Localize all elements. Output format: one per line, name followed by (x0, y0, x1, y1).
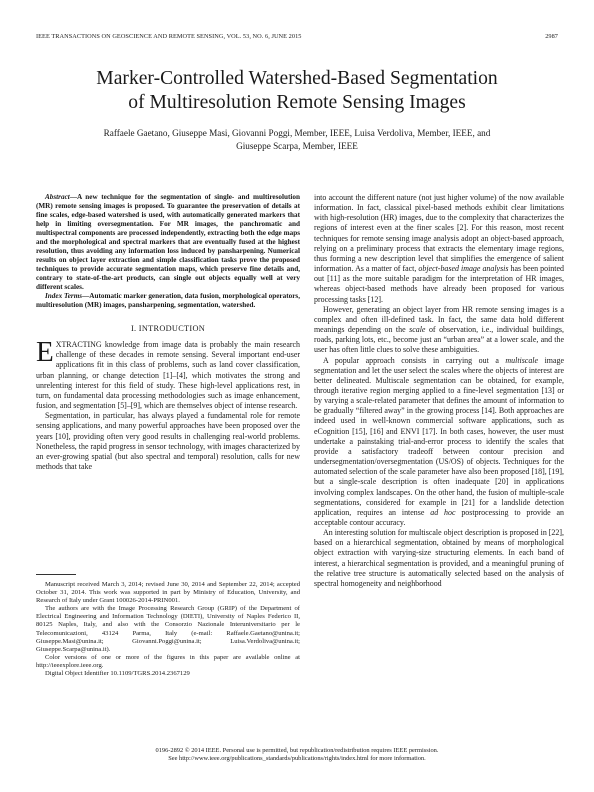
section-number: I. (130, 324, 137, 333)
section-heading-introduction (36, 324, 300, 334)
abstract (36, 193, 300, 292)
right-paragraph-3 (314, 356, 564, 529)
footnote-color: Color versions of one or more of the figures in this paper are available online at http://ieeexplore.ieee.org. (36, 653, 300, 669)
abstract-label: Abstract (45, 193, 70, 201)
copyright-notice (36, 747, 558, 764)
right-column (314, 193, 564, 589)
intro-paragraph-1-text: knowledge from image data is probably the main research challenge of these decades in remote sensing. Several important end-user applications fit in this class of problems, such as land cover classification, urban planning, or change detection [1]–[4], which motivates the strong and unrelenting interest for this field of study. These high-level applications rest, in turn, on fundamental data processing methodologies such as image enhancement, fusion, and segmentation [5]–[9], which are themselves object of intense research. (36, 340, 300, 411)
running-head (36, 33, 558, 43)
right-paragraph-2 (314, 305, 564, 356)
right-p3-italic-2: ad hoc (430, 507, 456, 517)
right-p2-part-a: However, generating an object layer from HR remote sensing images is a complex and often ill-defined task. In fact, the same data hold different meanings depending on the (314, 304, 564, 335)
intro-paragraph-1 (36, 336, 300, 411)
page-number: 2987 (545, 33, 558, 40)
authors-line-1: Raffaele Gaetano, Giuseppe Masi, Giovanni Poggi, Member, IEEE, Luisa Verdoliva, Member, IEEE, and (103, 128, 491, 138)
section-initial: I (138, 324, 142, 333)
right-p3-part-a: A popular approach consists in carrying out a (323, 355, 506, 365)
footnote-affiliation: The authors are with the Image Processing Research Group (GRIP) of the Department of Electrical Engineering and Information Technology (DIETI), University of Naples Federico II, 80125 Naples, Italy, and also with the Consorzio Nazionale Interuniversitario per le Telecomunicazioni, 43124 Parma, Italy (e-mail: Raffaele.Gaetano@unina.it; Giuseppe.Masi@unina.it; Giovanni.Poggi@unina.it; Luisa.Verdoliva@unina.it; Giuseppe.Scarpa@unina.it). (36, 605, 300, 653)
title-line-1: Marker-Controlled Watershed-Based Segmentation (96, 68, 498, 89)
title-line-2: of Multiresolution Remote Sensing Images (128, 92, 466, 113)
index-terms-label: Index Terms (45, 292, 83, 300)
right-p3-italic: multiscale (505, 355, 539, 365)
copyright-line-2: See http://www.ieee.org/publications_standards/publications/rights/index.html for more information. (168, 755, 426, 763)
index-terms-text: —Automatic marker generation, data fusion, morphological operators, multiresolution (MR) images, pansharpening, segmentation, watershed. (36, 292, 300, 309)
right-p1-italic: object-based image analysis (418, 264, 509, 274)
index-terms (36, 292, 300, 310)
footnote-doi: Digital Object Identifier 10.1109/TGRS.2014.2367129 (45, 670, 190, 678)
right-p2-italic: scale (409, 325, 426, 335)
right-p3-part-b: image segmentation and let the user select the scales where the objects of interest are better delineated. Multiscale segmentation can be obtained, for example, through iterative region merging applied to a fine-level segmentation [13] or by varying a scale-related parameter that defines the amount of information to be gradually “filtered away” in the growing process [14]. Both approaches are indeed used in well-known commercial software applications, such as eCognition [15], [16] and ENVI [17]. In both cases, however, the user must undertake a painstaking trial-and-error process to identify the scales that provide a satisfactory tradeoff between contour precision and undersegmentation/oversegmentation (US/OS) of objects. Techniques for the automated selection of the scale parameter have also been proposed [18], [19], but a single-scale description is often inadequate [20] in applications involving complex landscapes. On the other hand, the fusion of multiple-scale segmentations, considered for example in [21] for a landslide detection application, requires an intense (314, 355, 564, 517)
right-p2-part-b: of observation, i.e., individual buildings, roads, parking lots, etc., become just an “urban area” at a lower scale, and the user has often little clues to solve these ambiguities. (314, 325, 564, 355)
journal-header: IEEE TRANSACTIONS ON GEOSCIENCE AND REMOTE SENSING, VOL. 53, NO. 6, JUNE 2015 (36, 33, 302, 40)
copyright-line-1: 0196-2892 © 2014 IEEE. Personal use is permitted, but republication/redistribution requires IEEE permission. (155, 747, 439, 754)
right-p1-part-a: into account the different nature (not just higher volume) of the now available information. In fact, classical pixel-based methods exhibit clear limitations with high-resolution (HR) images, due to the complexity that characterizes the regions of interest even at the finer scales [2]. For this reason, most recent techniques for remote sensing image analysis adopt an object-based approach, relying on a preliminary process that extracts the elementary image regions, thus forming a new description level that simplifies the emergence of salient information. As a matter of fact, (314, 193, 564, 274)
right-paragraph-1 (314, 193, 564, 305)
intro-paragraph-2: Segmentation, in particular, has always played a fundamental role for remote sensing applications, and many powerful approaches have been proposed over the years [10], providing often very good results in challenging real-world problems. Nonetheless, the rapid progress in sensor technology, with images characterized by an ever-growing spatial (but also spectral and temporal) resolution, calls for new methods that take (36, 411, 300, 472)
footnote-manuscript: Manuscript received March 3, 2014; revised June 30, 2014 and September 22, 2014; accepted October 31, 2014. This work was supported in part by Ministry of Education, University, and Research of Italy under Grant 100026-2014-PRIN001. (36, 581, 300, 605)
drop-cap: E (36, 336, 54, 369)
left-column (36, 193, 300, 472)
paper-title (20, 67, 574, 115)
intro-first-word: XTRACTING (55, 340, 102, 350)
right-paragraph-4: An interesting solution for multiscale object description is proposed in [22], based on a hierarchical segmentation, obtained by means of morphological object extraction with varying-size structuring elements. In each band of interest, a hierarchical segmentation is provided, and a meaningful pruning of the relative tree structure is automatically selected based on the analysis of spectral homogeneity and neighborhood (314, 528, 564, 588)
right-p3-part-c: postprocessing to provide an acceptable contour accuracy. (314, 507, 564, 527)
footnote-rule (36, 574, 76, 575)
author-list (60, 127, 534, 152)
abstract-text: —A new technique for the segmentation of single- and multiresolution (MR) remote sensing images is proposed. To guarantee the preservation of details at fine scales, edge-based watershed is used, with automatically generated markers that help in limiting oversegmentation. For MR images, the panchromatic and multispectral components are processed independently, extracting both the edge maps and the morphological and spectral markers that are eventually fused at the highest resolution, thus avoiding any information loss induced by pansharpening. Numerical results on object layer extraction and simple classification tasks prove the proposed techniques to provide accurate segmentation maps, which preserve fine details and, contrary to state-of-the-art products, can single out objects equally well at very different scales. (36, 193, 300, 291)
right-p1-part-b: has been pointed out [11] as the more suitable paradigm for the interpretation of HR images, whereas object-based methods have already been proposed for various processing tasks [12]. (314, 264, 564, 304)
authors-line-2: Giuseppe Scarpa, Member, IEEE (236, 140, 358, 151)
section-title-rest: NTRODUCTION (141, 324, 206, 333)
footnotes (36, 581, 300, 678)
